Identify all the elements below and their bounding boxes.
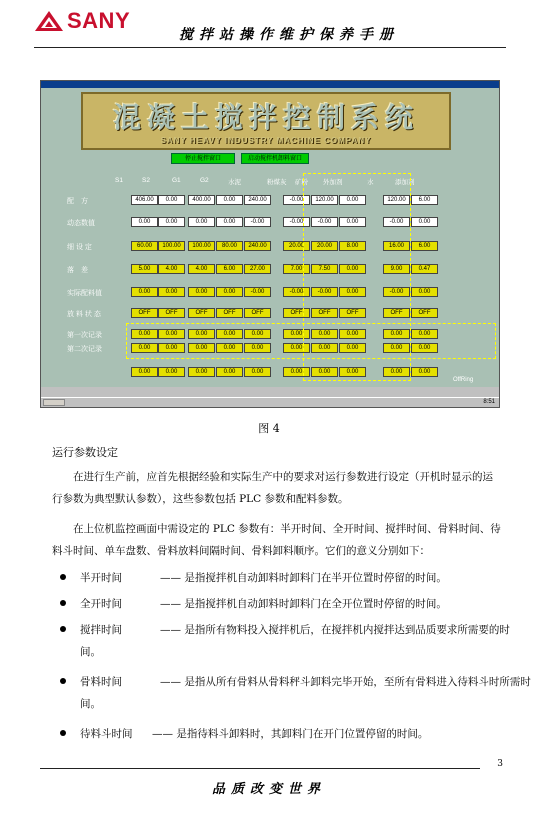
taskbar-clock: 8:51 [483, 399, 495, 405]
param-cell: 0.00 [216, 343, 243, 353]
bullet-term: 搅拌时间 [80, 624, 122, 636]
paragraph-2: 在上位机监控画面中需设定的 PLC 参数有：半开时间、全开时间、搅拌时间、骨料时间、待料斗时间、单车盘数、骨料放料间隔时间、骨料卸料顺序。它们的意义分别如下： [52, 523, 501, 557]
param-cell: 0.00 [339, 287, 366, 297]
param-cell: 0.00 [339, 264, 366, 274]
param-cell: 0.00 [216, 367, 243, 377]
param-cell[interactable]: 0.00 [339, 195, 366, 205]
param-cell: 20.00 [311, 241, 338, 251]
param-cell: 0.00 [188, 287, 215, 297]
column-header: S2 [142, 177, 150, 184]
control-screen-figure [40, 80, 500, 408]
column-header: 矿粉 [295, 179, 308, 186]
param-cell: 0.00 [244, 343, 271, 353]
column-header: 外加剂 [323, 179, 343, 186]
bullet-item [60, 622, 510, 636]
bullet-icon [60, 626, 66, 632]
row-label: 第二次记录 [67, 346, 102, 353]
param-cell: 0.00 [339, 367, 366, 377]
start-button[interactable] [43, 399, 65, 406]
param-cell: 0.00 [244, 367, 271, 377]
param-cell: 27.00 [244, 264, 271, 274]
paragraph-1: 在进行生产前，应首先根据经验和实际生产中的要求对运行参数进行设定（开机时显示的运行参数为典型默认参数），这些参数包括 PLC 参数和配料参数。 [52, 471, 493, 505]
bullet-term: 半开时间 [80, 572, 122, 584]
row-label: 配 方 [67, 198, 88, 205]
stop-mix-window-button[interactable]: 停止搅拌窗口 [171, 153, 235, 164]
param-cell: 240.00 [244, 241, 271, 251]
param-cell: 4.00 [158, 264, 185, 274]
param-cell: 8.00 [339, 241, 366, 251]
param-cell[interactable]: -0.00 [283, 195, 310, 205]
app-toolbar [41, 387, 499, 397]
param-cell: OFF [188, 308, 215, 318]
bullet-desc: —— 是指搅拌机自动卸料时卸料门在半开位置时停留的时间。 [160, 572, 447, 584]
bullet-item [60, 726, 500, 740]
param-cell: OFF [311, 308, 338, 318]
footer-divider [40, 768, 480, 769]
param-cell: 0.00 [244, 329, 271, 339]
param-cell: 0.00 [383, 367, 410, 377]
param-cell: 6.00 [411, 241, 438, 251]
param-cell: OFF [158, 308, 185, 318]
param-cell: -0.00 [383, 287, 410, 297]
param-cell[interactable]: 6.00 [411, 195, 438, 205]
param-cell: 0.00 [131, 287, 158, 297]
offring-label: OffRing [453, 377, 474, 383]
param-cell: 0.00 [216, 329, 243, 339]
param-cell: 0.00 [158, 343, 185, 353]
param-cell: 20.00 [283, 241, 310, 251]
param-cell: OFF [216, 308, 243, 318]
param-cell: 0.00 [411, 367, 438, 377]
param-cell: OFF [339, 308, 366, 318]
param-cell: OFF [383, 308, 410, 318]
param-cell: 0.00 [311, 367, 338, 377]
column-header: G2 [200, 177, 209, 184]
param-cell: 0.00 [383, 329, 410, 339]
param-cell[interactable]: 240.00 [244, 195, 271, 205]
param-cell: 100.00 [188, 241, 215, 251]
param-cell[interactable]: 400.00 [188, 195, 215, 205]
section-heading: 运行参数设定 [52, 446, 118, 459]
bullet-continuation: 间。 [80, 698, 101, 710]
banner-subtitle: SANY HEAVY INDUSTRY MACHINE COMPANY [160, 136, 372, 145]
param-cell: 0.00 [216, 287, 243, 297]
bullet-desc: —— 是指搅拌机自动卸料时卸料门在全开位置时停留的时间。 [160, 598, 447, 610]
param-cell: 7.00 [283, 264, 310, 274]
bullet-item [60, 596, 500, 610]
param-cell[interactable]: 406.00 [131, 195, 158, 205]
param-cell: -0.00 [283, 287, 310, 297]
bullet-icon [60, 730, 66, 736]
system-banner [81, 92, 451, 150]
row-label: 落 差 [67, 267, 88, 274]
figure-caption: 图 4 [258, 422, 280, 435]
bullet-desc: —— 是指所有物料投入搅拌机后，在搅拌机内搅拌达到品质要求所需要的时 [160, 624, 510, 636]
sany-logo-icon [34, 10, 64, 32]
param-cell: OFF [411, 308, 438, 318]
param-cell: 0.00 [158, 367, 185, 377]
param-cell: OFF [244, 308, 271, 318]
param-cell: 4.00 [188, 264, 215, 274]
param-cell: 0.00 [131, 367, 158, 377]
brand-name: SANY [67, 8, 131, 33]
param-cell: 0.00 [283, 343, 310, 353]
column-header: 水泥 [228, 179, 241, 186]
document-title: 搅拌站操作维护保养手册 [179, 27, 399, 43]
bullet-item [60, 570, 500, 584]
param-cell: 6.00 [216, 264, 243, 274]
param-cell: 0.00 [131, 343, 158, 353]
start-discharge-window-button[interactable]: 启动搅拌机卸料窗口 [241, 153, 309, 164]
param-cell: 0.00 [339, 329, 366, 339]
row-label: 实际配料值 [67, 290, 102, 297]
param-cell: OFF [131, 308, 158, 318]
param-cell: 5.00 [131, 264, 158, 274]
bullet-icon [60, 574, 66, 580]
column-header: 粉煤灰 [267, 179, 287, 186]
param-cell: 80.00 [216, 241, 243, 251]
param-cell: 0.00 [311, 343, 338, 353]
banner-title: 混凝土搅拌控制系统 [112, 101, 419, 134]
param-cell[interactable]: 120.00 [383, 195, 410, 205]
param-cell: 0.00 [411, 287, 438, 297]
page-number: 3 [497, 759, 503, 769]
row-label: 第一次记录 [67, 332, 102, 339]
param-cell[interactable]: -0.00 [311, 217, 338, 227]
param-cell[interactable]: -0.00 [244, 217, 271, 227]
param-cell: 7.50 [311, 264, 338, 274]
footer-slogan: 品质改变世界 [211, 782, 326, 797]
param-cell: 100.00 [158, 241, 185, 251]
param-cell[interactable]: -0.00 [283, 217, 310, 227]
bullet-term: 骨料时间 [80, 676, 122, 688]
page-header [34, 6, 506, 48]
param-cell: 0.00 [131, 329, 158, 339]
bullet-item [60, 674, 531, 688]
bullet-term: 全开时间 [80, 598, 122, 610]
param-cell: 0.00 [339, 343, 366, 353]
param-cell[interactable]: -0.00 [383, 217, 410, 227]
param-cell[interactable]: 0.00 [339, 217, 366, 227]
param-cell[interactable]: 0.00 [216, 217, 243, 227]
param-cell: 0.00 [411, 329, 438, 339]
row-label: 动态数值 [67, 220, 95, 227]
param-cell: OFF [283, 308, 310, 318]
param-cell: 0.00 [283, 367, 310, 377]
param-cell: 0.00 [383, 343, 410, 353]
param-cell[interactable]: 0.00 [411, 217, 438, 227]
row-label: 细 设 定 [67, 244, 92, 251]
bullet-icon [60, 678, 66, 684]
param-cell: 0.00 [188, 343, 215, 353]
param-cell: 0.00 [158, 287, 185, 297]
param-cell: -0.00 [311, 287, 338, 297]
brand-logo [34, 8, 130, 34]
param-cell[interactable]: 0.00 [158, 217, 185, 227]
param-cell: 0.00 [311, 329, 338, 339]
param-cell[interactable]: 0.00 [216, 195, 243, 205]
column-header: 添加剂 [395, 179, 415, 186]
row-label: 放 料 状 态 [67, 311, 101, 318]
param-cell: 0.00 [188, 329, 215, 339]
param-cell: 60.00 [131, 241, 158, 251]
param-cell[interactable]: 0.00 [131, 217, 158, 227]
bullet-desc: —— 是指待料斗卸料时，其卸料门在开门位置停留的时间。 [152, 728, 429, 740]
bullet-icon [60, 600, 66, 606]
bullet-term: 待料斗时间 [80, 728, 133, 740]
bullet-desc: —— 是指从所有骨料从骨料秤斗卸料完毕开始，至所有骨料进入待料斗时所需时 [160, 676, 531, 688]
param-cell: 16.00 [383, 241, 410, 251]
param-cell: 0.00 [158, 329, 185, 339]
column-header: 水 [367, 179, 374, 186]
param-cell: 9.00 [383, 264, 410, 274]
windows-taskbar [41, 397, 499, 407]
window-title-bar [41, 81, 499, 88]
column-header: S1 [115, 177, 123, 184]
param-cell: 0.00 [188, 367, 215, 377]
record-group-outline [126, 323, 496, 359]
param-cell: 0.47 [411, 264, 438, 274]
param-cell: -0.00 [244, 287, 271, 297]
bullet-continuation: 间。 [80, 646, 101, 658]
column-header: G1 [172, 177, 181, 184]
param-cell: 0.00 [283, 329, 310, 339]
param-cell[interactable]: 120.00 [311, 195, 338, 205]
param-cell[interactable]: 0.00 [188, 217, 215, 227]
param-cell: 0.00 [411, 343, 438, 353]
param-cell[interactable]: 0.00 [158, 195, 185, 205]
